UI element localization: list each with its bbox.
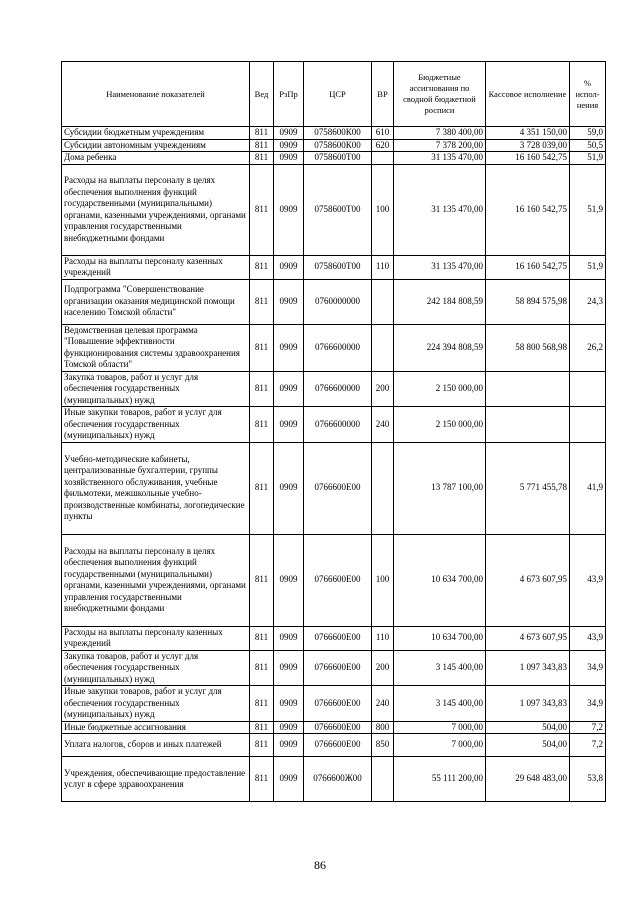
cell-name: Расходы на выплаты персоналу казенных учреждений [62, 626, 250, 650]
cell-name: Расходы на выплаты персоналу казенных учреждений [62, 255, 250, 279]
cell-vr: 110 [372, 626, 394, 650]
cell-csr: 0766600Е00 [304, 650, 372, 686]
cell-cash [486, 371, 570, 407]
cell-budget: 13 787 100,00 [394, 442, 486, 534]
table-header-row [62, 62, 606, 127]
header-name: Наименование показателей [62, 62, 250, 127]
cell-csr: 0766600Е00 [304, 686, 372, 722]
cell-csr: 0758600Т00 [304, 152, 372, 165]
cell-cash: 504,00 [486, 721, 570, 734]
cell-name: Субсидии бюджетным учреждениям [62, 127, 250, 140]
header-rzpr: РзПр [274, 62, 304, 127]
header-ved: Вед [250, 62, 274, 127]
cell-percent: 43,9 [570, 626, 606, 650]
cell-budget: 31 135 470,00 [394, 255, 486, 279]
cell-percent: 51,9 [570, 255, 606, 279]
table-row [62, 626, 606, 650]
table-row [62, 164, 606, 255]
header-vr: ВР [372, 62, 394, 127]
cell-name: Иные закупки товаров, работ и услуг для обеспечения государственных (муниципальных) нужд [62, 407, 250, 443]
cell-name: Закупка товаров, работ и услуг для обеспечения государственных (муниципальных) нужд [62, 650, 250, 686]
cell-rzpr: 0909 [274, 324, 304, 371]
cell-ved: 811 [250, 164, 274, 255]
cell-csr: 0758600Т00 [304, 164, 372, 255]
cell-name: Уплата налогов, сборов и иных платежей [62, 734, 250, 757]
table-row [62, 371, 606, 407]
cell-percent: 59,0 [570, 127, 606, 140]
cell-vr [372, 757, 394, 802]
cell-ved: 811 [250, 279, 274, 324]
cell-budget: 7 380 400,00 [394, 127, 486, 140]
cell-ved: 811 [250, 407, 274, 443]
cell-ved: 811 [250, 534, 274, 626]
cell-name: Расходы на выплаты персоналу в целях обеспечения выполнения функций государственными (муниципальными) органами, казенными учреждениями, органами управления государственными внебюджетными фондами [62, 534, 250, 626]
cell-rzpr: 0909 [274, 127, 304, 140]
cell-cash: 29 648 483,00 [486, 757, 570, 802]
cell-ved: 811 [250, 650, 274, 686]
cell-name: Учреждения, обеспечивающие предоставление услуг в сфере здравоохранения [62, 757, 250, 802]
cell-cash: 58 800 568,98 [486, 324, 570, 371]
cell-rzpr: 0909 [274, 734, 304, 757]
cell-name: Дома ребенка [62, 152, 250, 165]
cell-vr: 100 [372, 534, 394, 626]
cell-csr: 0766600000 [304, 324, 372, 371]
cell-ved: 811 [250, 127, 274, 140]
cell-cash: 4 673 607,95 [486, 626, 570, 650]
table-row [62, 324, 606, 371]
cell-vr [372, 152, 394, 165]
cell-percent [570, 371, 606, 407]
cell-ved: 811 [250, 721, 274, 734]
cell-ved: 811 [250, 626, 274, 650]
table-row [62, 279, 606, 324]
cell-ved: 811 [250, 371, 274, 407]
cell-budget: 31 135 470,00 [394, 164, 486, 255]
cell-csr: 0766600000 [304, 371, 372, 407]
cell-percent: 51,9 [570, 152, 606, 165]
cell-cash: 3 728 039,00 [486, 139, 570, 152]
table-body [62, 127, 606, 802]
cell-rzpr: 0909 [274, 255, 304, 279]
cell-vr: 240 [372, 407, 394, 443]
cell-percent: 51,9 [570, 164, 606, 255]
cell-percent: 34,9 [570, 686, 606, 722]
cell-rzpr: 0909 [274, 686, 304, 722]
cell-rzpr: 0909 [274, 371, 304, 407]
cell-rzpr: 0909 [274, 626, 304, 650]
cell-budget: 31 135 470,00 [394, 152, 486, 165]
cell-rzpr: 0909 [274, 650, 304, 686]
cell-csr: 0766600Е00 [304, 442, 372, 534]
cell-budget: 55 111 200,00 [394, 757, 486, 802]
cell-vr: 100 [372, 164, 394, 255]
cell-vr: 200 [372, 371, 394, 407]
cell-ved: 811 [250, 255, 274, 279]
cell-name: Иные бюджетные ассигнования [62, 721, 250, 734]
cell-vr [372, 279, 394, 324]
table-row [62, 442, 606, 534]
cell-name: Расходы на выплаты персоналу в целях обеспечения выполнения функций государственными (муниципальными) органами, казенными учреждениями, органами управления государственными внебюджетными фондами [62, 164, 250, 255]
cell-ved: 811 [250, 442, 274, 534]
cell-cash: 1 097 343,83 [486, 650, 570, 686]
cell-csr: 0766600000 [304, 407, 372, 443]
cell-percent: 43,9 [570, 534, 606, 626]
cell-vr [372, 324, 394, 371]
cell-vr: 850 [372, 734, 394, 757]
table-row [62, 534, 606, 626]
cell-percent [570, 407, 606, 443]
cell-ved: 811 [250, 686, 274, 722]
cell-rzpr: 0909 [274, 407, 304, 443]
cell-csr: 0766600Е00 [304, 734, 372, 757]
table-row [62, 152, 606, 165]
cell-vr: 200 [372, 650, 394, 686]
cell-rzpr: 0909 [274, 279, 304, 324]
cell-name: Учебно-методические кабинеты, централизованные бухгалтерии, группы хозяйственного обслуживания, учебные фильмотеки, межшкольные учебно-производственные комбинаты, логопедические пункты [62, 442, 250, 534]
cell-csr: 0766600Е00 [304, 721, 372, 734]
cell-rzpr: 0909 [274, 757, 304, 802]
cell-cash: 1 097 343,83 [486, 686, 570, 722]
cell-rzpr: 0909 [274, 152, 304, 165]
cell-name: Субсидии автономным учреждениям [62, 139, 250, 152]
cell-budget: 3 145 400,00 [394, 650, 486, 686]
cell-budget: 7 000,00 [394, 721, 486, 734]
header-budget: Бюджетные ассигнования по сводной бюджетной росписи [394, 62, 486, 127]
table-row [62, 734, 606, 757]
cell-budget: 2 150 000,00 [394, 371, 486, 407]
table-row [62, 650, 606, 686]
table-row [62, 686, 606, 722]
cell-rzpr: 0909 [274, 139, 304, 152]
cell-budget: 10 634 700,00 [394, 534, 486, 626]
cell-budget: 2 150 000,00 [394, 407, 486, 443]
cell-ved: 811 [250, 139, 274, 152]
cell-percent: 34,9 [570, 650, 606, 686]
cell-rzpr: 0909 [274, 534, 304, 626]
cell-csr: 0766600Е00 [304, 534, 372, 626]
header-csr: ЦСР [304, 62, 372, 127]
cell-budget: 7 000,00 [394, 734, 486, 757]
table-row [62, 407, 606, 443]
cell-vr [372, 442, 394, 534]
table-row [62, 757, 606, 802]
cell-cash: 58 894 575,98 [486, 279, 570, 324]
page-number: 86 [314, 858, 326, 872]
cell-cash: 504,00 [486, 734, 570, 757]
cell-percent: 7,2 [570, 734, 606, 757]
cell-vr: 240 [372, 686, 394, 722]
cell-percent: 26,2 [570, 324, 606, 371]
cell-percent: 24,3 [570, 279, 606, 324]
table-row [62, 139, 606, 152]
cell-ved: 811 [250, 152, 274, 165]
header-cash: Кассовое исполнение [486, 62, 570, 127]
table-row [62, 255, 606, 279]
cell-cash: 4 673 607,95 [486, 534, 570, 626]
cell-budget: 242 184 808,59 [394, 279, 486, 324]
cell-vr: 110 [372, 255, 394, 279]
cell-cash [486, 407, 570, 443]
cell-csr: 0758600Т00 [304, 255, 372, 279]
cell-rzpr: 0909 [274, 721, 304, 734]
cell-name: Подпрограмма "Совершенствование организации оказания медицинской помощи населению Томской области" [62, 279, 250, 324]
cell-rzpr: 0909 [274, 164, 304, 255]
cell-percent: 53,8 [570, 757, 606, 802]
table-row [62, 721, 606, 734]
cell-csr: 0766600Е00 [304, 626, 372, 650]
cell-cash: 5 771 455,78 [486, 442, 570, 534]
cell-csr: 0758600К00 [304, 127, 372, 140]
cell-budget: 224 394 808,59 [394, 324, 486, 371]
cell-name: Ведомственная целевая программа "Повышение эффективности функционирования системы здравоохранения Томской области" [62, 324, 250, 371]
cell-budget: 10 634 700,00 [394, 626, 486, 650]
cell-budget: 7 378 200,00 [394, 139, 486, 152]
cell-vr: 800 [372, 721, 394, 734]
cell-ved: 811 [250, 324, 274, 371]
cell-percent: 7,2 [570, 721, 606, 734]
cell-csr: 0758600К00 [304, 139, 372, 152]
cell-cash: 16 160 542,75 [486, 255, 570, 279]
cell-rzpr: 0909 [274, 442, 304, 534]
cell-percent: 50,5 [570, 139, 606, 152]
cell-csr: 0760000000 [304, 279, 372, 324]
cell-budget: 3 145 400,00 [394, 686, 486, 722]
cell-vr: 620 [372, 139, 394, 152]
cell-name: Иные закупки товаров, работ и услуг для обеспечения государственных (муниципальных) нужд [62, 686, 250, 722]
budget-table [61, 61, 606, 802]
header-percent: % испол-нения [570, 62, 606, 127]
cell-ved: 811 [250, 734, 274, 757]
cell-percent: 41,9 [570, 442, 606, 534]
cell-csr: 0766600Ж00 [304, 757, 372, 802]
cell-name: Закупка товаров, работ и услуг для обеспечения государственных (муниципальных) нужд [62, 371, 250, 407]
table-row [62, 127, 606, 140]
cell-cash: 16 160 542,75 [486, 152, 570, 165]
cell-ved: 811 [250, 757, 274, 802]
cell-cash: 4 351 150,00 [486, 127, 570, 140]
cell-cash: 16 160 542,75 [486, 164, 570, 255]
cell-vr: 610 [372, 127, 394, 140]
